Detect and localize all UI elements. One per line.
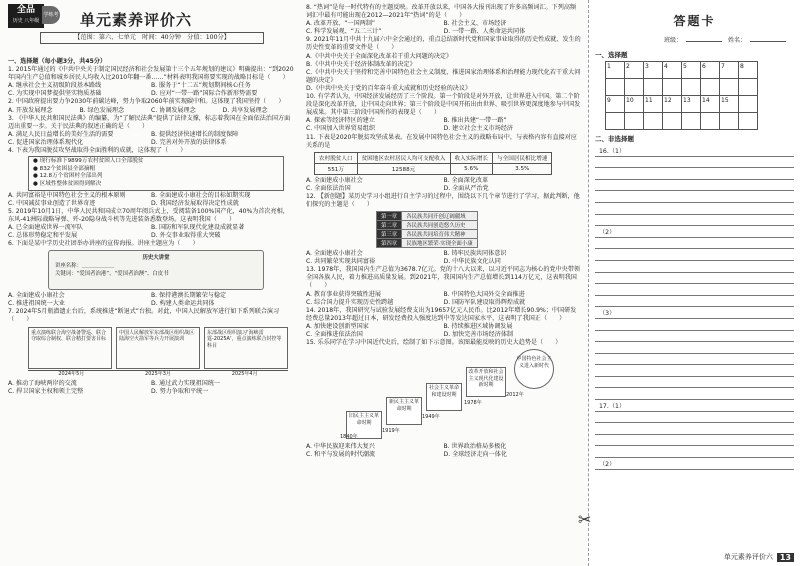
q6-option-a[interactable]: A. 全面建成小康社会	[8, 292, 65, 300]
stair-step: 社会主义革命和建设时期	[426, 383, 462, 411]
answer-cell[interactable]: 8	[739, 62, 758, 79]
q11-data-table	[314, 152, 552, 175]
brand-logo	[8, 4, 60, 28]
answer-cell[interactable]: 13	[682, 96, 701, 113]
answer-line[interactable]	[595, 157, 794, 169]
q13-option-c[interactable]: C. 综合国力提升实现历史性跨越	[306, 298, 394, 306]
q7-options	[8, 380, 294, 396]
class-field[interactable]	[686, 41, 722, 42]
q12-option-c[interactable]: C. 共同繁荣实现共同富裕	[306, 258, 376, 266]
answer-cell[interactable]: 6	[701, 62, 720, 79]
q5-option-b[interactable]: B. 国防和军队现代化建设成就显著	[151, 223, 245, 231]
answer-line[interactable]	[595, 191, 794, 203]
table-header: 贫困地区农村居民人均可支配收入	[357, 152, 450, 163]
name-label: 姓名：	[727, 37, 746, 44]
answer-line[interactable]	[595, 342, 794, 354]
q8-option-c[interactable]: C. 科学发展观、“五二三计”	[306, 28, 382, 36]
stair-step: 旧民主主义革命时期	[346, 411, 382, 439]
answer-line[interactable]	[595, 388, 794, 400]
table-cell: 3.5%	[493, 163, 552, 174]
q7-timeline-boxes	[28, 327, 288, 369]
answer-cell[interactable]: 12	[663, 96, 682, 113]
q11-option-b[interactable]: B. 全面深化改革	[443, 176, 489, 184]
logo-flag: 学练考	[42, 6, 60, 24]
answer-line[interactable]	[595, 168, 794, 180]
table-header: 农村脱贫人口	[315, 152, 358, 163]
q6-options	[8, 292, 294, 308]
column-left	[0, 0, 300, 566]
q15-stem: 15. 乐乐同学在学习中国近代史后，绘制了如下示意图。该图最能反映的历史大趋势是（ ）	[306, 339, 562, 347]
q1-options	[8, 82, 294, 98]
page-number: 13	[777, 553, 794, 562]
q13-stem: 13. 1978年，我国国内生产总值为3678.7亿元。党的十八大以来，以习近平同志为核心的党中央带领全国各族人民，着力推进高质量发展。到2021年，我国国内生产总值增长到114万亿元，这表明我国（ ）	[306, 266, 580, 290]
q7-option-c[interactable]: C. 捍卫国家主权和领土完整	[8, 387, 84, 395]
q1-option-d[interactable]: D. 应对“一带一路”国际合作新形势需要	[151, 90, 258, 98]
q15-option-b[interactable]: B. 世界政治格局多极化	[443, 443, 507, 451]
answer-cell[interactable]	[739, 96, 758, 113]
q3-option-a[interactable]: A. 满足人民日益增长的美好生活的需要	[8, 130, 114, 138]
q10-options	[306, 117, 581, 133]
answer-cell[interactable]: 1	[606, 62, 625, 79]
q4-box-line: ● 区域性整体贫困得到解决	[33, 180, 102, 187]
timeline-box: 重点演练联合海空战备警巡、联合夺取综合制权、联合精打要害目标	[28, 327, 112, 369]
q14-option-d[interactable]: D. 加快完善市场经济体制	[443, 331, 514, 338]
q4-box-line: ● 12.8万个贫困村全部出列	[33, 173, 103, 180]
q15-option-c[interactable]: C. 和平与发展的时代潮流	[306, 451, 376, 459]
q1-option-c[interactable]: C. 为实现中国梦提供坚实物质基础	[8, 90, 102, 98]
q4-option-a[interactable]: A. 共同富裕是中国特色社会主义的根本原则	[8, 191, 126, 199]
q4-options	[8, 192, 294, 208]
q15-options	[306, 443, 581, 459]
answer-line-16-2[interactable]: （2）	[595, 226, 794, 238]
stair-step: 改革开放和社会主义现代化建设新时期	[466, 367, 506, 397]
answer-line-16-1[interactable]: 16.（1）	[595, 145, 794, 157]
q10-option-d[interactable]: D. 建立社会主义市场经济	[443, 125, 514, 133]
answer-section-2: 二、非选择题	[595, 135, 634, 143]
scissors-icon: ✂	[578, 510, 592, 529]
q4-option-b[interactable]: B. 全面建成小康社会的目标如期实现	[151, 191, 251, 199]
q2-option-b[interactable]: B. 绿色发展理念	[79, 106, 125, 114]
answer-card-title: 答题卡	[673, 14, 716, 28]
answer-line[interactable]	[595, 354, 794, 366]
table-header: 收入实际增长	[450, 152, 493, 163]
answer-section-1: 一、选择题	[595, 51, 628, 59]
q9-option-d[interactable]: D.《中共中央关于党的百年奋斗重大成就和历史经验的决议》	[306, 84, 472, 92]
chapter-num: 第四章	[377, 239, 402, 248]
answer-line[interactable]	[595, 412, 794, 424]
q12-chapter-table	[376, 211, 478, 248]
timeline-date: 2024年5月	[58, 370, 85, 377]
q2-option-d[interactable]: D. 共享发展理念	[222, 106, 268, 114]
answer-card	[588, 0, 800, 566]
section-title: 一、选择题（每小题3分，共45分）	[8, 58, 107, 65]
answer-line-16-3[interactable]: （3）	[595, 307, 794, 319]
year-label: 2012年	[506, 392, 524, 399]
q5-stem: 5. 2019年10月1日，中华人民共和国成立70周年阅兵式上，受阅装备100%国产化，40%为首次亮相，东风-41洲际战略导弹、歼-20隐身战斗机等先进装备悉数登场。这表明我国（ ）	[8, 207, 289, 223]
q10-option-a[interactable]: A. 探索等经济特区的建立	[306, 117, 375, 125]
q12-option-a[interactable]: A. 全面建成小康社会	[306, 250, 363, 258]
answer-cell[interactable]: 11	[644, 96, 663, 113]
page-title: 单元素养评价六	[80, 11, 193, 29]
footer-label: 单元素养评价六	[723, 553, 773, 561]
q13-option-b[interactable]: B. 中国特色大国外交全面推进	[443, 290, 525, 298]
q8-option-a[interactable]: A. 改革开放、“一国两制”	[306, 20, 376, 28]
q3-stem: 3. 《中华人民共和国民法典》的编纂，为“了解民法典”提供了法律支撑，标志着我国在全面依法治国方面迈出重要一步。关于民法典的叙述正确的是（ ）	[8, 114, 291, 130]
year-label: 1978年	[464, 400, 482, 407]
answer-line[interactable]	[595, 273, 794, 285]
answer-line[interactable]	[595, 365, 794, 377]
logo-box: 全品 历史 八年级	[8, 4, 44, 28]
q11-option-c[interactable]: C. 全面依法治国	[306, 184, 351, 192]
q11-stem: 11. 下表是2020年脱贫攻坚成果表。在发展中国特色社会主义的战略布局中，与表格内容有直接对应关系的是	[306, 133, 577, 149]
timeline-box: 东部战区组织演习‘海峡雷霆-2025A’，重点演练联合封控等科目	[204, 327, 288, 369]
q6-option-d[interactable]: D. 构建人类命运共同体	[151, 300, 215, 308]
page-footer	[724, 552, 794, 562]
poster-title: 历史大讲堂	[142, 255, 170, 262]
q15-option-d[interactable]: D. 全球经济走向一体化	[443, 451, 507, 459]
year-label: 1949年	[422, 414, 440, 421]
q8-options	[306, 20, 581, 36]
q12-option-b[interactable]: B. 铸牢民族共同体意识	[443, 250, 507, 258]
answer-line[interactable]	[595, 423, 794, 435]
chapter-title: 各民族共同培育伟大精神	[402, 230, 477, 239]
table-header: 与全国居民相比增速	[493, 152, 552, 163]
q6-stem: 6. 下面是某中学历史社团举办讲座的宣传海报。讲座主题应为（ ）	[8, 240, 199, 248]
q6-option-c[interactable]: C. 推进祖国统一大业	[8, 300, 65, 308]
q4-option-c[interactable]: C. 中国减贫事业创造了世界奇迹	[8, 199, 96, 207]
q2-option-a[interactable]: A. 开放发展理念	[8, 106, 53, 114]
answer-line[interactable]	[595, 249, 794, 261]
q3-option-d[interactable]: D. 完善对外开放的法律体系	[151, 138, 227, 146]
chapter-num: 第二章	[377, 221, 402, 230]
answer-line[interactable]	[595, 180, 794, 192]
timeline-box: 中国人民解放军东部战区组织战区陆海空火箭军等兵力开展演训	[116, 327, 200, 369]
year-label: 1840年	[340, 434, 358, 441]
q14-option-c[interactable]: C. 全面推进依法治国	[306, 331, 363, 338]
poster-line: 讲座名称：＿＿＿＿＿＿	[55, 263, 115, 270]
answer-line[interactable]	[595, 296, 794, 308]
q8-option-b[interactable]: B. 社会主义、市场经济	[443, 20, 507, 28]
q1-option-b[interactable]: B. 服务于“十二五”规划期间核心任务	[151, 82, 251, 90]
answer-cell[interactable]: 9	[606, 96, 625, 113]
q8-stem: 8. “热词”是每一时代特有的主题反映。改革开放以来，中国各大报刊出现了许多高频词汇。下列高频词汇中最有可能出现在2012—2021年“热词”的是（ ）	[306, 4, 577, 20]
answer-cell[interactable]: 5	[682, 62, 701, 79]
q2-options	[8, 107, 294, 115]
q6-poster-scroll	[48, 250, 264, 290]
class-label: 班级：	[664, 37, 683, 44]
answer-cell[interactable]: 2	[625, 62, 644, 79]
q15-option-a[interactable]: A. 中华民族迎来伟大复兴	[306, 443, 375, 451]
q14-stem: 14. 2018年，我国研究与试验发展经费支出为19657亿元人民币。比2012年增长90.9%；中国研发经费总量2013年超过日本，研发经费投入强度达到中等发达国家水平，这表明了我国正（ ）	[306, 306, 577, 322]
answer-line[interactable]	[595, 238, 794, 250]
q7-option-d[interactable]: D. 努力争取和平统一	[151, 387, 209, 395]
answer-line[interactable]	[595, 284, 794, 296]
poster-line: 关键词：“爱国者治港”、“爱国者治澳”、白皮书	[55, 271, 169, 278]
answer-line[interactable]	[595, 261, 794, 273]
q15-staircase-diagram	[340, 349, 581, 441]
q7-option-a[interactable]: A. 推动了海峡两岸的交流	[8, 379, 77, 387]
student-info	[595, 35, 790, 44]
q14-option-b[interactable]: B. 持续推进区域协调发展	[443, 322, 513, 330]
answer-cell[interactable]: 10	[625, 96, 644, 113]
answer-line[interactable]	[595, 319, 794, 331]
q7-stem: 7. 2024年5月瓶潜遗止台后，系统推进“断退式”台独。对此，中国人民解放军进行如下系列联合演习（ ）	[8, 308, 280, 324]
chapter-title: 各民族共同创造悠久历史	[402, 221, 477, 230]
q5-option-d[interactable]: D. 外交事业取得重大突破	[151, 231, 221, 239]
q3-option-b[interactable]: B. 提供经济快速增长的制度保障	[151, 130, 239, 138]
q9-stem: 9. 2021年11月中共十九届六中全会通过的，重点总结新时代党和国家事业取得的历史性成就、发生的历史性变革的重要文件是（ ）	[306, 36, 581, 52]
q4-stem: 4. 下表为我国脱贫攻坚战取得全面胜利的成就，这体现了（ ）	[8, 147, 187, 155]
column-middle	[300, 0, 585, 566]
q11-options	[306, 177, 581, 193]
q14-option-a[interactable]: A. 加快建设创新型国家	[306, 322, 369, 330]
answer-line[interactable]	[595, 377, 794, 389]
q6-option-b[interactable]: B. 保持港澳长期繁荣与稳定	[151, 292, 227, 300]
year-label: 1919年	[382, 428, 400, 435]
q9-option-c[interactable]: C.《中共中央关于坚持和完善中国特色社会主义制度、推进国家治理体系和治理能力现代化若干重大问题的决定》	[306, 68, 581, 84]
q5-option-c[interactable]: C. 总体形势稳定和平发展	[8, 231, 78, 239]
q11-option-d[interactable]: D. 全面从严治党	[443, 184, 489, 192]
timeline-date: 2025年3月	[145, 370, 171, 377]
q14-options	[306, 323, 581, 339]
answer-line[interactable]	[595, 215, 794, 227]
q1-stem: 1. 2015年通过的《中共中央关于制定国民经济和社会发展第十三个五年规划的建议》明确提出：“到2020年国内生产总值和城乡居民人均收入比2010年翻一番……”材料表明我国将要实现的战略目标是（ ）	[8, 66, 294, 82]
answer-line[interactable]	[595, 435, 794, 447]
q13-option-a[interactable]: A. 教育事业获得突破性进展	[306, 290, 381, 298]
choice-answer-grid	[605, 61, 758, 130]
chapter-num: 第一章	[377, 212, 402, 221]
q13-option-d[interactable]: D. 国防军队建设取得辉煌成就	[443, 298, 526, 306]
questions-left	[8, 58, 294, 396]
answer-cell[interactable]: 15	[720, 96, 739, 113]
q5-option-a[interactable]: A. 已全面建成世界一流军队	[8, 223, 83, 231]
q4-option-d[interactable]: D. 我国经济发展取得决定性成就	[151, 199, 239, 207]
answer-cell[interactable]: 4	[663, 62, 682, 79]
q4-material-box	[28, 156, 284, 190]
q7-timeline-axis	[28, 370, 288, 378]
q11-option-a[interactable]: A. 全面建成小康社会	[306, 176, 363, 184]
q1-option-a[interactable]: A. 继承社会主义初级阶段基本路线	[8, 82, 102, 90]
answer-cell[interactable]: 14	[701, 96, 720, 113]
chapter-title: 各民族共同开创辽阔疆域	[402, 212, 477, 221]
exam-meta: 【范围：第六、七单元 时间：40分钟 分值：100分】	[40, 32, 264, 44]
q2-stem: 2. 中国政府提出要力争2030年前碳达峰，努力争取2060年前实现碳中和。这体现了我国坚持（ ）	[8, 98, 285, 106]
table-cell: 5.6%	[450, 163, 493, 174]
q9-option-a[interactable]: A.《中共中央关于全面深化改革若干重大问题的决定》	[306, 52, 453, 60]
answer-line[interactable]	[595, 446, 794, 458]
stair-step: 新民主主义革命时期	[386, 397, 422, 425]
table-cell: 12588元	[357, 163, 450, 174]
q12-options	[306, 250, 581, 266]
q7-option-b[interactable]: B. 通过武力实现祖国统一	[151, 379, 220, 387]
q8-option-d[interactable]: D. 一带一路、人类命运共同体	[443, 28, 526, 36]
q9-option-b[interactable]: B.《中共中央关于经济体制改革的决定》	[306, 60, 416, 68]
answer-line[interactable]	[595, 203, 794, 215]
name-field[interactable]	[750, 41, 786, 42]
q3-options	[8, 131, 294, 147]
table-cell: 551万	[315, 163, 358, 174]
answer-line[interactable]	[595, 331, 794, 343]
q4-box-line: ● 现行标准下9899万农村贫困人口全部脱贫	[33, 158, 144, 165]
q12-option-d[interactable]: D. 中华民族文化认同	[443, 258, 501, 266]
chapter-num: 第三章	[377, 230, 402, 239]
answer-line-17-1[interactable]: 17.（1）	[595, 400, 794, 412]
q12-stem: 12. 【新创题】某历史学习小组进行自主学习的过程中，围绕以下几个章节进行了学习，据此判断，他们探究的主题是（ ）	[306, 192, 580, 208]
q10-stem: 10. 有学者认为，中国经济发展经历了三个阶段。第一个阶段是对外开放，让世界进入中国。第二个阶段是深化改革开放，让中国走向世界；第三个阶段是中国开拓出由世界、吸引世界更深度地参与中国发展成果。其中第三阶段中国所作的表现是（ ）	[306, 93, 581, 117]
chapter-title: 民族地区繁荣·实现全面小康	[402, 239, 477, 248]
q5-options	[8, 224, 294, 240]
answer-line-17-2[interactable]: （2）	[595, 458, 794, 470]
answer-cell[interactable]: 7	[720, 62, 739, 79]
q3-option-c[interactable]: C. 促进国家治理体系现代化	[8, 138, 84, 146]
stair-goal-circle: 中国特色社会主义进入新时代	[514, 349, 554, 389]
answer-cell[interactable]: 3	[644, 62, 663, 79]
timeline-date: 2025年4月	[231, 370, 258, 377]
q13-options	[306, 291, 581, 307]
q10-option-b[interactable]: B. 推出共建“一带一路”	[443, 117, 507, 125]
q2-option-c[interactable]: C. 协调发展理念	[151, 106, 196, 114]
q4-box-line: ● 832个贫困县全部摘帽	[33, 165, 96, 172]
q10-option-c[interactable]: C. 中国加入世界贸易组织	[306, 125, 376, 133]
